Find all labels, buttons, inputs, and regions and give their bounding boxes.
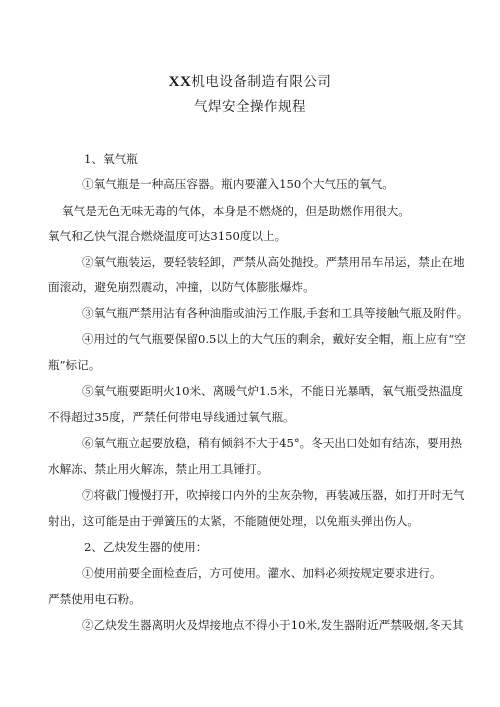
paragraph-line: ④用过的气气瓶要保留0.5以上的大气压的剩余，戴好安全帽，瓶上应有“空: [82, 332, 466, 346]
paragraph-line: ③氧气瓶严禁用沾有各种油脂或油污工作服,手套和工具等接触气瓶及附件。: [82, 306, 469, 320]
paragraph-line: 瓶”标记。: [48, 358, 101, 372]
company-name: [0, 70, 500, 91]
company-name-rest: 机电设备制造有限公司: [191, 74, 332, 90]
paragraph-line: 射出，这可能是由于弹簧压的太紧，不能随便处理，以免瓶头弹出伤人。: [48, 514, 420, 528]
paragraph-line: 严禁使用电石粉。: [48, 592, 141, 606]
paragraph-line: 氧气和乙快气混合燃烧温度可达3150度以上。: [48, 229, 287, 243]
section-heading-acetylene: 2、乙炔发生器的使用：: [84, 540, 208, 554]
paragraph-line: ①氧气瓶是一种高压容器。瓶内要灌入150个大气压的氧气。: [82, 177, 394, 191]
paragraph-line: 面滚动，避免崩烈震动，冲撞，以防气体膨胀爆炸。: [48, 280, 315, 294]
paragraph-line: 水解冻、禁止用火解冻，禁止用工具锤打。: [48, 462, 269, 476]
paragraph-line: ⑤氧气瓶要距明火10米、离暖气炉1.5米，不能日光暴晒，氧气瓶受热温度: [82, 384, 464, 398]
paragraph-line: ①使用前要全面检查后，方可使用。灌水、加料必须按规定要求进行。: [82, 566, 442, 580]
paragraph-line: 不得超过35度，严禁任何带电导线通过氧气瓶。: [48, 410, 295, 424]
section-heading-oxygen: 1、氧气瓶: [84, 152, 138, 166]
company-prefix: XX: [168, 74, 192, 90]
document-title: 气焊安全操作规程: [194, 99, 306, 115]
paragraph-line: 氧气是无色无味无毒的气体，本身是不燃烧的，但是助燃作用很大。: [62, 204, 410, 218]
paragraph-line: ⑥氧气瓶立起要放稳，稍有倾斜不大于45°。冬天出口处如有结冻，要用热: [82, 436, 462, 450]
paragraph-line: ②氧气瓶装运，要轻装轻卸，严禁从高处抛投。严禁用吊车吊运，禁止在地: [82, 255, 465, 269]
paragraph-line: ②乙炔发生器离明火及焊接地点不得小于10米,发生器附近严禁吸烟,冬天其: [82, 618, 464, 632]
paragraph-line: ⑦将截门慢慢打开，吹掉接口内外的尘灰杂物，再装减压器，如打开时无气: [82, 488, 465, 502]
